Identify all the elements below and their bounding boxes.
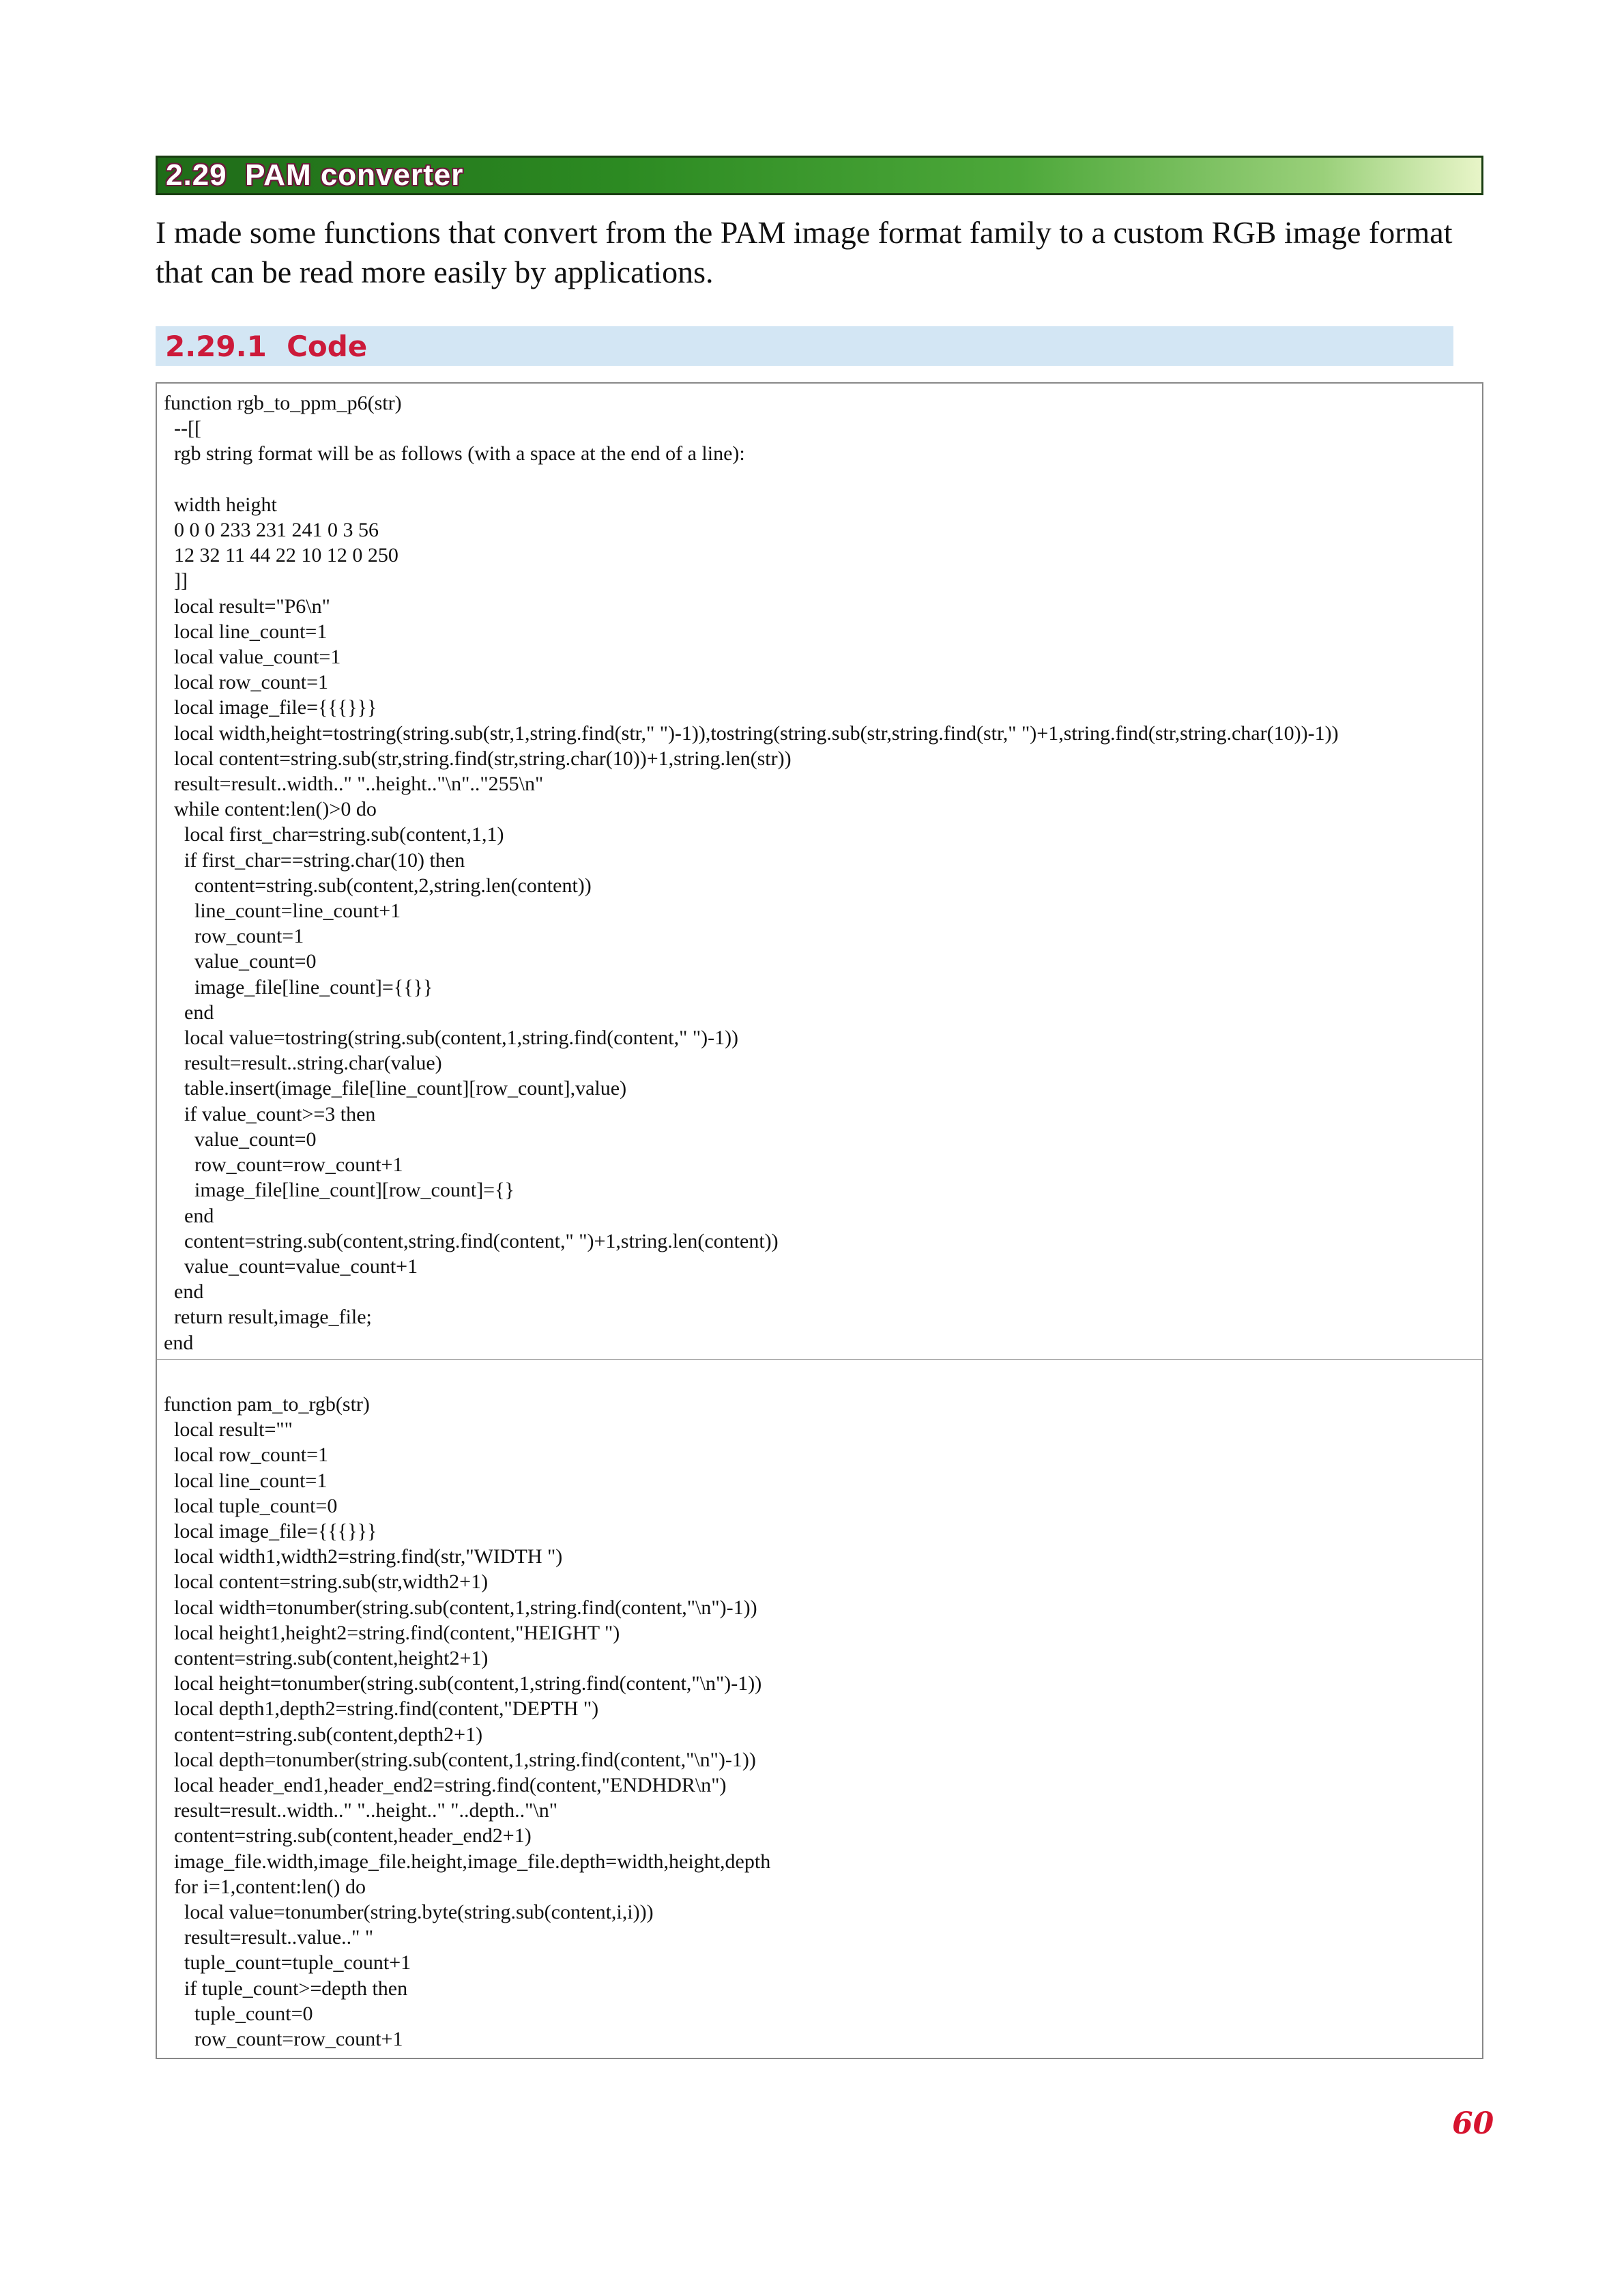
intro-paragraph: I made some functions that convert from the PAM image format family to a custom RGB image format that can be read more easily by applications. [156, 215, 1453, 289]
code-line: function rgb_to_ppm_p6(str) [164, 392, 402, 414]
page-number: 60 [1452, 2106, 1494, 2141]
code-line: row_count=row_count+1 [164, 1153, 403, 1177]
code-line: local value=tonumber(string.byte(string.sub(content,i,i))) [164, 1901, 654, 1924]
code-line: local value=tostring(string.sub(content,1,string.find(content," ")-1)) [164, 1027, 739, 1050]
code-block-pam-to-rgb [156, 1359, 1483, 2059]
code-line: line_count=line_count+1 [164, 900, 401, 923]
code-line: local image_file={{{}}} [164, 1520, 377, 1543]
code-line: local height1,height2=string.find(content,"HEIGHT ") [164, 1621, 620, 1644]
section-heading-banner [156, 156, 1483, 195]
code-line: local depth=tonumber(string.sub(content,1,string.find(content,"\n")-1)) [164, 1748, 756, 1771]
code-line: 0 0 0 233 231 241 0 3 56 [164, 519, 379, 542]
code-line: image_file[line_count][row_count]={} [164, 1179, 514, 1202]
code-line: table.insert(image_file[line_count][row_count],value) [164, 1077, 627, 1100]
code-line: if first_char==string.char(10) then [164, 848, 465, 872]
code-line: end [164, 1001, 214, 1024]
code-line: local value_count=1 [164, 646, 341, 669]
code-line: local content=string.sub(str,string.find(str,string.char(10))+1,string.len(str)) [164, 747, 792, 770]
code-line: local image_file={{{}}} [164, 696, 377, 719]
subsection-title [165, 330, 367, 363]
code-listing [157, 1360, 1482, 2052]
code-line: local width,height=tostring(string.sub(str,1,string.find(str," ")-1)),tostring(string.sub(str,string.find(str," ")+1,string.find(str,string.char(10))-1)) [164, 721, 1339, 745]
code-line: local depth1,depth2=string.find(content,"DEPTH ") [164, 1697, 599, 1721]
code-line: local line_count=1 [164, 1469, 328, 1492]
code-line: return result,image_file; [164, 1306, 372, 1329]
code-line: result=result..string.char(value) [164, 1052, 442, 1075]
code-line: local row_count=1 [164, 1444, 329, 1467]
section-number: 2.29 [166, 158, 227, 192]
code-line: image_file.width,image_file.height,image_file.depth=width,height,depth [164, 1850, 771, 1873]
code-line: local row_count=1 [164, 671, 329, 694]
code-line: if value_count>=3 then [164, 1102, 376, 1125]
code-line: --[[ [164, 417, 201, 440]
subsection-heading-bar [156, 326, 1453, 366]
code-line: width height [164, 493, 277, 516]
subsection-title-text: Code [287, 329, 368, 363]
code-line: content=string.sub(content,header_end2+1) [164, 1824, 532, 1848]
code-line: content=string.sub(content,2,string.len(content)) [164, 874, 592, 897]
code-line: result=result..value.." " [164, 1926, 374, 1949]
code-line: value_count=0 [164, 1128, 317, 1151]
code-line: content=string.sub(content,string.find(content," ")+1,string.len(content)) [164, 1229, 779, 1252]
code-line: content=string.sub(content,height2+1) [164, 1647, 489, 1670]
code-line: value_count=0 [164, 950, 317, 973]
code-line: local width=tonumber(string.sub(content,1,string.find(content,"\n")-1)) [164, 1596, 757, 1619]
code-line: local result="P6\n" [164, 594, 330, 618]
code-line: function pam_to_rgb(str) [164, 1393, 370, 1416]
code-line: content=string.sub(content,depth2+1) [164, 1723, 483, 1746]
code-listing [157, 384, 1482, 1355]
code-line: end [164, 1204, 214, 1227]
code-line: while content:len()>0 do [164, 798, 377, 821]
code-line: local first_char=string.sub(content,1,1) [164, 823, 504, 846]
code-line: local content=string.sub(str,width2+1) [164, 1570, 489, 1594]
code-line: local height=tonumber(string.sub(content,1,string.find(content,"\n")-1)) [164, 1672, 762, 1695]
code-line: end [164, 1280, 204, 1304]
code-line: image_file[line_count]={{}} [164, 975, 433, 999]
code-line: end [164, 1331, 194, 1354]
code-line: ]] [164, 569, 188, 592]
code-line: if tuple_count>=depth then [164, 1977, 408, 2000]
code-line: local width1,width2=string.find(str,"WIDTH ") [164, 1545, 563, 1568]
code-line: row_count=row_count+1 [164, 2028, 403, 2051]
code-line: 12 32 11 44 22 10 12 0 250 [164, 544, 398, 567]
code-line: rgb string format will be as follows (with a space at the end of a line): [164, 442, 745, 465]
code-line: result=result..width.." "..height.." "..depth.."\n" [164, 1799, 558, 1822]
code-line: value_count=value_count+1 [164, 1254, 418, 1278]
code-line: tuple_count=0 [164, 2002, 313, 2025]
code-line: row_count=1 [164, 925, 304, 948]
code-line: local result="" [164, 1418, 293, 1441]
subsection-number: 2.29.1 [165, 329, 267, 363]
code-line: for i=1,content:len() do [164, 1875, 366, 1898]
code-line: tuple_count=tuple_count+1 [164, 1951, 411, 1975]
section-title [166, 158, 463, 192]
code-line: local tuple_count=0 [164, 1494, 338, 1517]
code-line: local line_count=1 [164, 620, 328, 643]
code-line: result=result..width.." "..height.."\n".."255\n" [164, 773, 544, 796]
code-block-rgb-to-ppm [156, 382, 1483, 1360]
section-title-text: PAM converter [245, 158, 464, 192]
code-line: local header_end1,header_end2=string.find(content,"ENDHDR\n") [164, 1774, 727, 1797]
